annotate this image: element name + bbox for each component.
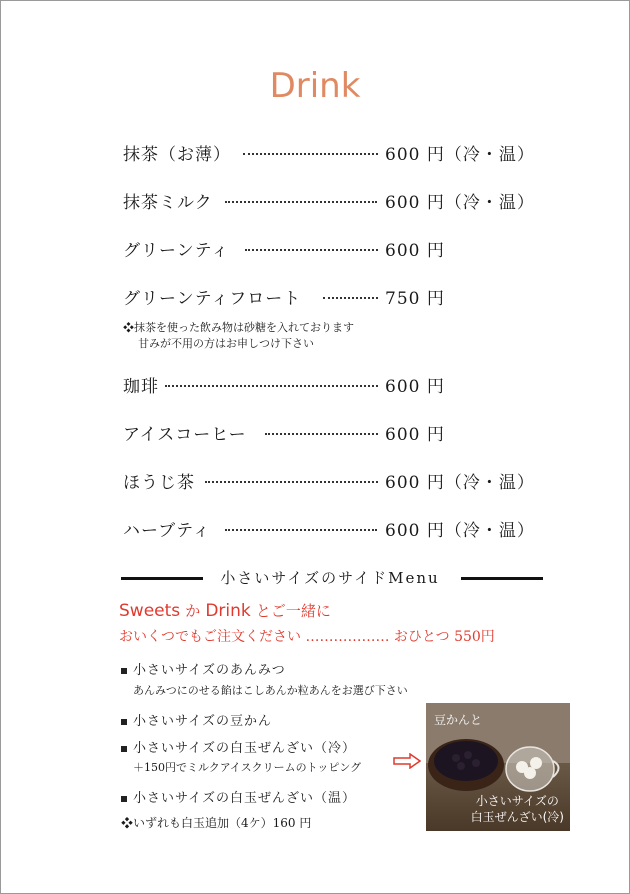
menu-title: Drink	[269, 66, 361, 106]
drink-price: 600 円	[385, 241, 445, 261]
drink-name: ハーブティ	[123, 521, 211, 541]
photo-label-line: 小さいサイズの	[475, 794, 559, 808]
side-item	[121, 787, 356, 806]
side-item-name: 小さいサイズの白玉ぜんざい（温）	[133, 791, 356, 806]
drink-name: 抹茶ミルク	[123, 193, 213, 213]
side-item	[121, 659, 286, 678]
note-line: 甘みが不用の方はお申しつけ下さい	[138, 337, 314, 350]
drink-name: グリーンティ	[123, 241, 230, 261]
promo-or: か	[185, 602, 201, 620]
note-line: ❖抹茶を使った飲み物は砂糖を入れております	[123, 321, 354, 334]
side-item-sub: ＋150円でミルクアイスクリームのトッピング	[133, 761, 362, 774]
side-item-name: 小さいサイズのあんみつ	[133, 663, 286, 678]
drink-name: ほうじ茶	[123, 473, 195, 493]
photo-label-line: 白玉ぜんざい(冷)	[470, 810, 564, 824]
drink-price: 600 円（冷・温）	[385, 521, 535, 541]
promo-sweets: Sweets	[119, 601, 181, 621]
drink-price: 600 円（冷・温）	[385, 473, 535, 493]
promo-drink: Drink	[205, 601, 251, 621]
drink-name: アイスコーヒー	[123, 425, 247, 445]
bullet-icon	[121, 746, 127, 752]
side-item	[121, 737, 356, 756]
dot-leader	[225, 529, 377, 531]
photo-label-bottom	[471, 793, 564, 825]
side-item-name: 小さいサイズの白玉ぜんざい（冷）	[133, 741, 356, 756]
promo-line-2: おいくつでもご注文ください ……………… おひとつ 550円	[119, 629, 495, 645]
drink-name: 珈琲	[123, 377, 159, 397]
drink-name: 抹茶（お薄）	[123, 145, 231, 165]
bullet-icon	[121, 719, 127, 725]
footnote: ❖いずれも白玉追加（4ケ）160 円	[121, 816, 312, 830]
drink-price: 600 円（冷・温）	[385, 193, 535, 213]
side-menu-heading: 小さいサイズのサイドMenu	[220, 569, 440, 587]
arrow-right-icon	[393, 753, 421, 769]
sweets-photo	[426, 703, 570, 831]
matcha-note	[123, 320, 354, 352]
photo-label-top: 豆かんと	[434, 713, 483, 727]
divider-right	[461, 577, 543, 580]
divider-left	[121, 577, 203, 580]
dot-leader	[265, 433, 378, 435]
dot-leader	[225, 201, 377, 203]
promo-line-1	[119, 600, 331, 621]
drink-name: グリーンティフロート	[123, 289, 302, 309]
dot-leader	[205, 481, 378, 483]
side-item-name: 小さいサイズの豆かん	[133, 714, 272, 729]
dot-leader	[165, 385, 378, 387]
bullet-icon	[121, 668, 127, 674]
promo-together: とご一緒に	[255, 602, 331, 620]
bullet-icon	[121, 796, 127, 802]
dot-leader	[245, 249, 378, 251]
drink-price: 600 円（冷・温）	[385, 145, 535, 165]
side-item	[121, 710, 272, 729]
drink-price: 750 円	[385, 289, 445, 309]
side-item-sub: あんみつにのせる餡はこしあんか粒あんをお選び下さい	[133, 684, 408, 697]
dot-leader	[323, 297, 378, 299]
dot-leader	[243, 153, 378, 155]
drink-price: 600 円	[385, 377, 445, 397]
drink-price: 600 円	[385, 425, 445, 445]
